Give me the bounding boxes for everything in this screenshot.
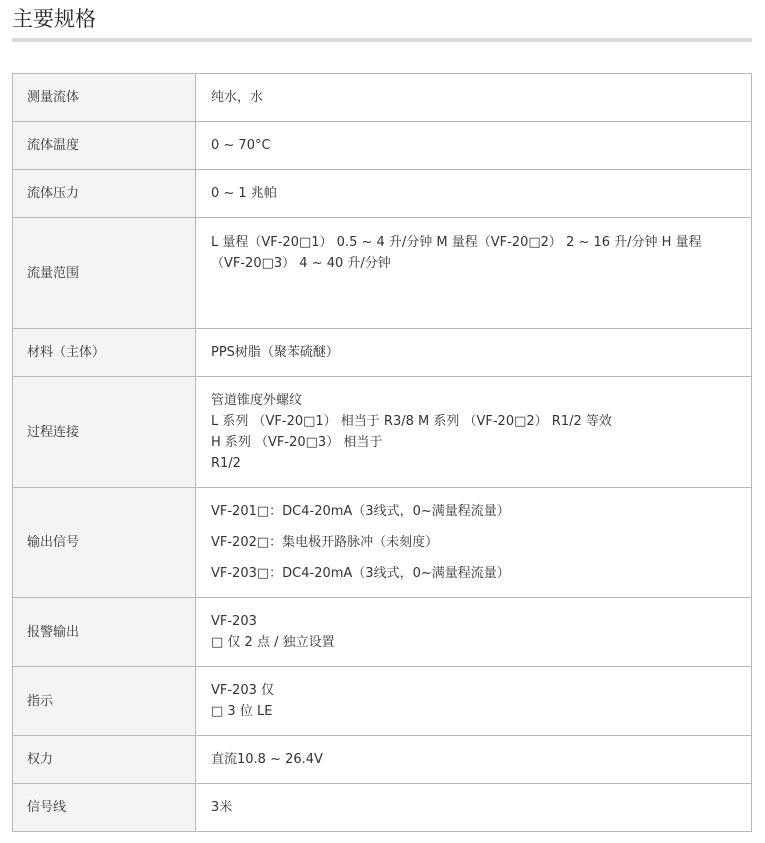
spec-value-line: VF-202□：集电极开路脉冲（未刻度）: [211, 535, 439, 550]
spec-value: [196, 667, 752, 736]
spec-value-line: H 系列 （VF-20□3） 相当于: [211, 435, 383, 450]
spec-row-display: [13, 667, 752, 736]
spec-value-line: 0 ~ 70°C: [211, 138, 271, 153]
spec-row-temperature: [13, 122, 752, 170]
spec-label: 权力: [13, 736, 196, 784]
spec-value-line: L 系列 （VF-20□1） 相当于 R3/8 M 系列 （VF-20□2） R1/2 等效: [211, 414, 612, 429]
spec-value-line: VF-201□：DC4-20mA（3线式，0~满量程流量）: [211, 504, 510, 519]
spec-row-signal-cable: [13, 784, 752, 832]
spec-value: [196, 598, 752, 667]
spec-row-process-connection: [13, 377, 752, 488]
spec-value: [196, 329, 752, 377]
spec-value: [196, 784, 752, 832]
spec-label: 流体压力: [13, 170, 196, 218]
spec-value-line: VF-203□：DC4-20mA（3线式，0~满量程流量）: [211, 566, 510, 581]
spec-label: 指示: [13, 667, 196, 736]
spec-label: 测量流体: [13, 74, 196, 122]
title-divider: [12, 38, 752, 42]
page-title: 主要规格: [12, 7, 96, 31]
spec-value-line: PPS树脂（聚苯硫醚）: [211, 345, 339, 360]
spec-value: [196, 377, 752, 488]
spec-row-power: [13, 736, 752, 784]
spec-value: [196, 218, 752, 329]
spec-value-line: （VF-20□3） 4 ~ 40 升/分钟: [211, 256, 391, 271]
spec-value-line: VF-203: [211, 614, 257, 629]
spec-value-line: R1/2: [211, 456, 241, 471]
spec-value-line: VF-203 仅: [211, 683, 275, 698]
spec-label: 信号线: [13, 784, 196, 832]
spec-value-line: 直流10.8 ~ 26.4V: [211, 752, 323, 767]
spec-value-line: 0 ~ 1 兆帕: [211, 186, 277, 201]
spec-label: 材料（主体）: [13, 329, 196, 377]
spec-label: 过程连接: [13, 377, 196, 488]
spec-value-line: □ 3 位 LE: [211, 704, 273, 719]
spec-row-material: [13, 329, 752, 377]
spec-value: [196, 488, 752, 598]
spec-label: 输出信号: [13, 488, 196, 598]
spec-row-output-signal: [13, 488, 752, 598]
spec-row-alarm-output: [13, 598, 752, 667]
spec-value-line: □ 仅 2 点 / 独立设置: [211, 635, 335, 650]
spec-value-line: 纯水，水: [211, 90, 264, 105]
spec-value-line: 管道锥度外螺纹: [211, 393, 303, 408]
spec-row-pressure: [13, 170, 752, 218]
spec-value: [196, 74, 752, 122]
spec-label: 报警输出: [13, 598, 196, 667]
spec-value: [196, 170, 752, 218]
spec-table: [12, 73, 752, 832]
spec-label: 流量范围: [13, 218, 196, 329]
spec-row-fluid: [13, 74, 752, 122]
spec-label: 流体温度: [13, 122, 196, 170]
spec-value-line: L 量程（VF-20□1） 0.5 ~ 4 升/分钟 M 量程（VF-20□2） 2 ~ 16 升/分钟 H 量程: [211, 235, 702, 250]
spec-value: [196, 736, 752, 784]
spec-value-line: 3米: [211, 800, 233, 815]
spec-row-flow-range: [13, 218, 752, 329]
spec-value: [196, 122, 752, 170]
